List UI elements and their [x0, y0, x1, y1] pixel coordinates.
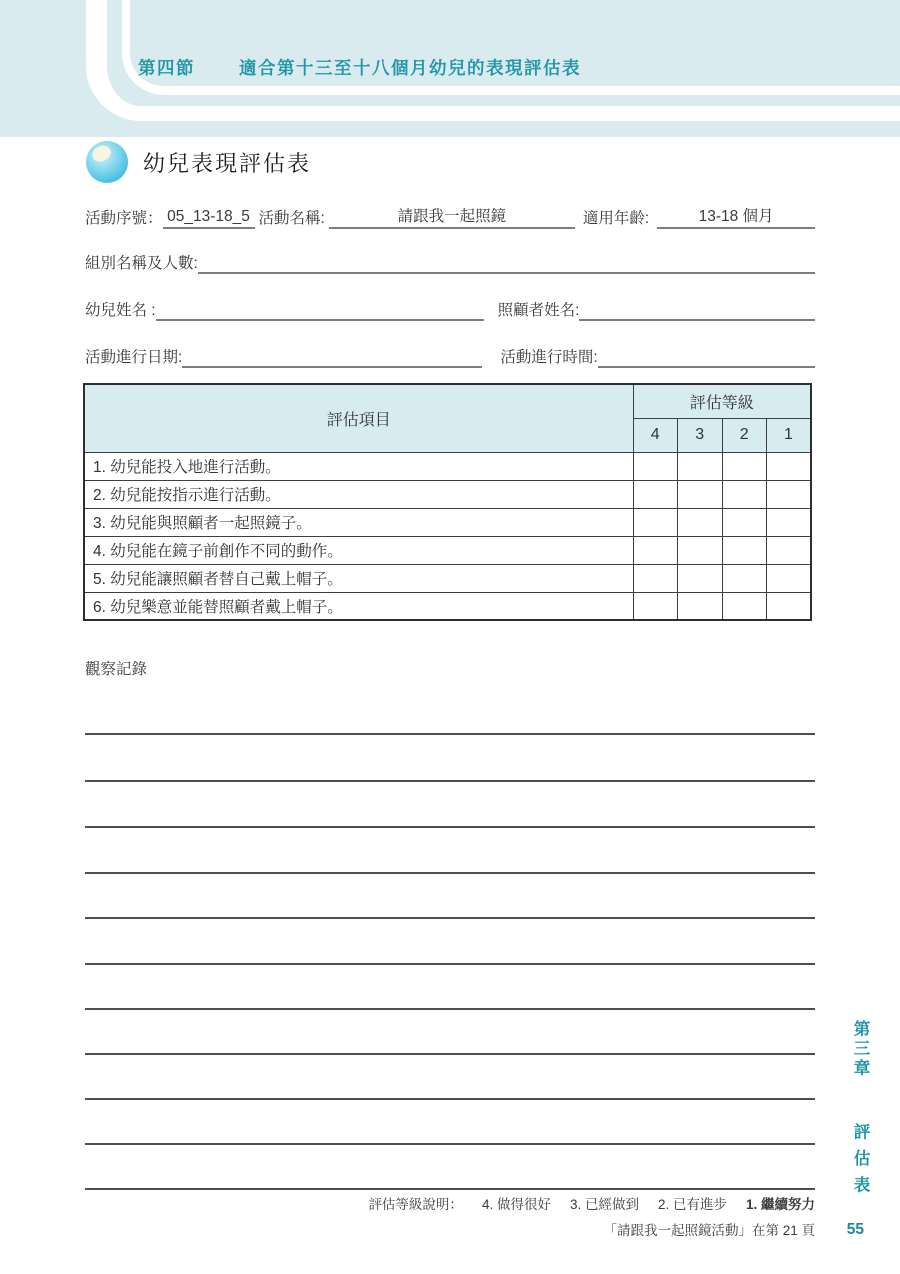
item-text: 3. 幼兒能與照顧者一起照鏡子。 — [84, 508, 633, 536]
item-text: 5. 幼兒能讓照顧者替自己戴上帽子。 — [84, 564, 633, 592]
grade-cell — [633, 564, 678, 592]
item-text: 2. 幼兒能按指示進行活動。 — [84, 480, 633, 508]
grade-level-2: 2 — [722, 419, 767, 453]
form-title: 幼兒表現評估表 — [143, 150, 312, 176]
ruled-line — [85, 1143, 815, 1145]
child-name-field — [156, 318, 484, 321]
grade-cell — [633, 480, 678, 508]
section-title: 適合第十三至十八個月幼兒的表現評估表 — [239, 58, 581, 78]
grade-cell — [678, 536, 723, 564]
grade-level-3: 3 — [678, 419, 723, 453]
age-value: 13-18 個月 — [657, 204, 815, 229]
carer-name-label: 照顧者姓名: — [497, 302, 580, 319]
grade-cell — [633, 452, 678, 480]
items-header: 評估項目 — [84, 384, 633, 452]
activity-name-value: 請跟我一起照鏡 — [329, 204, 575, 229]
page-header-band — [0, 0, 900, 137]
grade-cell — [722, 564, 767, 592]
grade-cell — [633, 508, 678, 536]
table-row — [84, 452, 811, 480]
ruled-line — [85, 1188, 815, 1190]
ruled-line — [85, 733, 815, 735]
activity-no-value: 05_13-18_5 — [163, 208, 255, 229]
grade-cell — [767, 592, 812, 620]
observation-label: 觀察記錄 — [85, 661, 148, 678]
age-label: 適用年齡: — [582, 210, 650, 227]
form-title-row — [86, 141, 311, 183]
grade-cell — [633, 592, 678, 620]
grade-cell — [678, 508, 723, 536]
ruled-line — [85, 917, 815, 919]
legend-item: 3. 已經做到 — [569, 1197, 639, 1212]
activity-page-note: 「請跟我一起照鏡活動」在第 21 頁 — [603, 1223, 815, 1238]
grade-header: 評估等級 — [633, 384, 811, 419]
names-line — [85, 295, 815, 321]
chapter-sidebar — [848, 1020, 872, 1240]
carer-name-field — [579, 318, 815, 321]
time-field — [598, 365, 815, 368]
grade-cell — [678, 592, 723, 620]
header-curve-inner — [122, 0, 900, 95]
grade-cell — [678, 452, 723, 480]
group-label: 組別名稱及人數: — [85, 255, 198, 272]
legend-item: 1. 繼續努力 — [745, 1197, 815, 1212]
time-label: 活動進行時間: — [500, 349, 598, 366]
grade-cell — [767, 536, 812, 564]
ruled-line — [85, 1008, 815, 1010]
grade-level-4: 4 — [633, 419, 678, 453]
grade-cell — [767, 564, 812, 592]
date-field — [182, 365, 482, 368]
ruled-line — [85, 963, 815, 965]
table-header-row — [84, 384, 811, 419]
table-row — [84, 536, 811, 564]
grade-cell — [767, 452, 812, 480]
ruled-line — [85, 1098, 815, 1100]
table-row — [84, 480, 811, 508]
activity-no-label: 活動序號： — [85, 210, 163, 227]
ruled-line — [85, 780, 815, 782]
grade-legend — [368, 1193, 815, 1213]
ruled-line — [85, 1053, 815, 1055]
item-text: 4. 幼兒能在鏡子前創作不同的動作。 — [84, 536, 633, 564]
date-label: 活動進行日期: — [85, 349, 183, 366]
grade-cell — [633, 536, 678, 564]
group-name-field — [198, 271, 815, 274]
grade-cell — [722, 592, 767, 620]
item-text: 1. 幼兒能投入地進行活動。 — [84, 452, 633, 480]
assessment-table — [83, 383, 812, 621]
table-row — [84, 508, 811, 536]
grade-cell — [722, 480, 767, 508]
child-name-label: 幼兒姓名 : — [85, 302, 156, 319]
grade-cell — [722, 508, 767, 536]
section-label: 第四節 — [138, 58, 195, 78]
grade-cell — [767, 508, 812, 536]
activity-name-label: 活動名稱: — [258, 210, 325, 227]
activity-info-line — [85, 203, 815, 229]
page-number: 55 — [846, 1221, 864, 1238]
chapter-label: 第三章 — [851, 1020, 869, 1079]
group-line — [85, 248, 815, 274]
grade-cell — [722, 536, 767, 564]
grade-cell — [678, 564, 723, 592]
datetime-line — [85, 342, 815, 368]
legend-item: 2. 已有進步 — [657, 1197, 727, 1212]
grade-level-1: 1 — [767, 419, 812, 453]
item-text: 6. 幼兒樂意並能替照顧者戴上帽子。 — [84, 592, 633, 620]
grade-cell — [678, 480, 723, 508]
legend-label: 評估等級說明： — [368, 1197, 463, 1212]
table-row — [84, 592, 811, 620]
section-header — [138, 55, 581, 80]
grade-cell — [767, 480, 812, 508]
chapter-section-label: 評估表 — [851, 1122, 869, 1202]
grade-cell — [722, 452, 767, 480]
legend-item: 4. 做得很好 — [481, 1197, 551, 1212]
table-row — [84, 564, 811, 592]
bubble-icon — [86, 141, 128, 183]
ruled-line — [85, 826, 815, 828]
ruled-line — [85, 872, 815, 874]
